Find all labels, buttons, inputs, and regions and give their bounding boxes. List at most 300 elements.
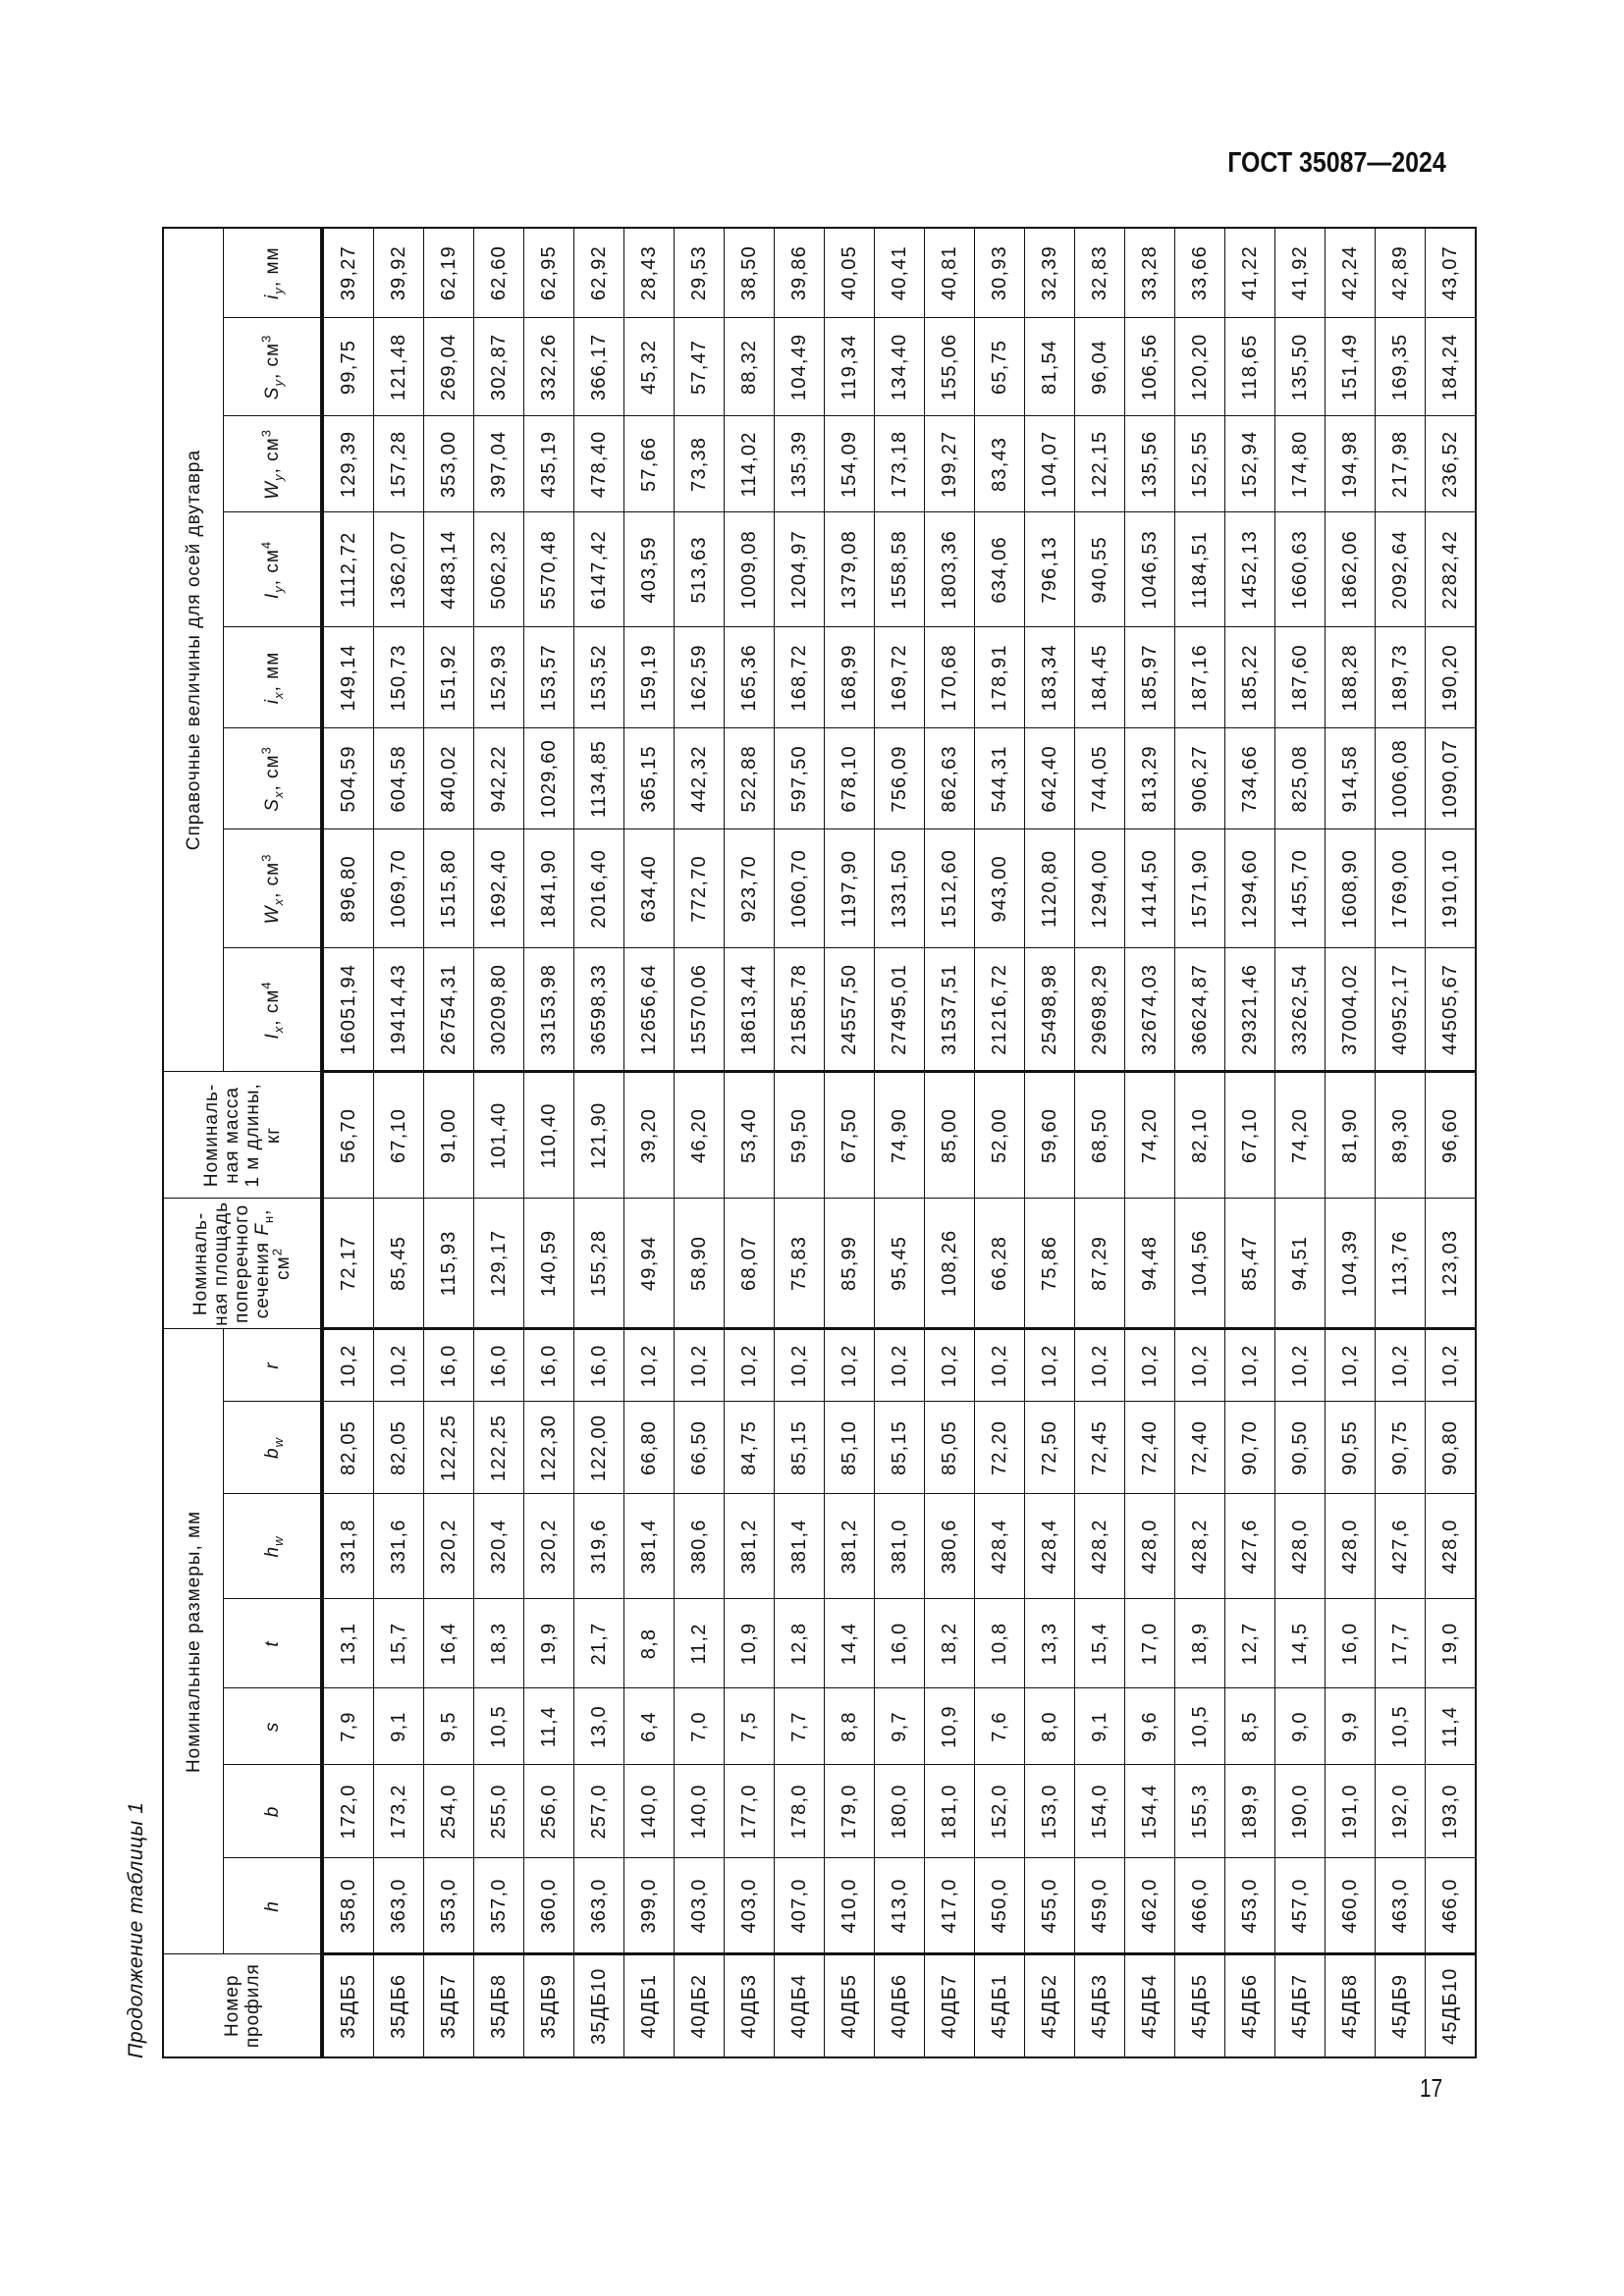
table-cell: 154,0 xyxy=(1075,1765,1125,1858)
table-cell: 428,2 xyxy=(1175,1494,1225,1599)
table-cell: 462,0 xyxy=(1125,1858,1175,1954)
table-cell: 193,0 xyxy=(1426,1765,1477,1858)
table-cell: 24557,50 xyxy=(825,948,875,1072)
table-cell: 1379,08 xyxy=(825,512,875,627)
table-cell: 257,0 xyxy=(574,1765,624,1858)
table-cell: 381,0 xyxy=(875,1494,925,1599)
table-cell: 73,38 xyxy=(675,416,725,512)
table-cell: 57,47 xyxy=(675,318,725,416)
table-cell: 52,00 xyxy=(975,1072,1025,1199)
table-cell: 149,14 xyxy=(322,627,374,728)
table-cell: 9,9 xyxy=(1326,1688,1376,1765)
header-symbol: t xyxy=(261,1640,283,1647)
table-cell: 18,3 xyxy=(474,1599,524,1688)
table-cell: 85,10 xyxy=(825,1402,875,1494)
table-cell: 37004,02 xyxy=(1326,948,1376,1072)
table-cell: 14,4 xyxy=(825,1599,875,1688)
table-cell: 5570,48 xyxy=(524,512,574,627)
table-cell: 151,92 xyxy=(424,627,474,728)
table-cell: 478,40 xyxy=(574,416,624,512)
table-cell: 162,59 xyxy=(675,627,725,728)
header-symbol: i xyxy=(261,294,283,299)
table-cell: 360,0 xyxy=(524,1858,574,1954)
table-cell: 466,0 xyxy=(1175,1858,1225,1954)
header-reference-col xyxy=(224,318,323,416)
table-cell: 756,09 xyxy=(875,728,925,829)
table-cell: 174,80 xyxy=(1275,416,1326,512)
table-cell: 217,98 xyxy=(1376,416,1426,512)
table-cell: 58,90 xyxy=(675,1199,725,1329)
table-cell: 40,41 xyxy=(875,228,925,318)
table-cell: 152,94 xyxy=(1225,416,1275,512)
header-area-superscript: 2 xyxy=(269,1248,285,1256)
table-cell: 825,08 xyxy=(1275,728,1326,829)
header-symbol: s xyxy=(261,1721,283,1733)
profile-number-cell: 45ДБ1 xyxy=(975,1954,1025,2057)
table-row xyxy=(1376,228,1426,2057)
table-cell: 26754,31 xyxy=(424,948,474,1072)
table-cell: 381,4 xyxy=(624,1494,675,1599)
table-cell: 172,0 xyxy=(322,1765,374,1858)
table-cell: 10,8 xyxy=(975,1599,1025,1688)
table-cell: 104,56 xyxy=(1175,1199,1225,1329)
header-superscript: 3 xyxy=(258,429,274,438)
table-cell: 1331,50 xyxy=(875,829,925,948)
table-cell: 353,0 xyxy=(424,1858,474,1954)
header-area-line: поперечного xyxy=(232,1203,252,1324)
table-cell: 66,50 xyxy=(675,1402,725,1494)
table-cell: 104,39 xyxy=(1326,1199,1376,1329)
header-mass-line: Номиналь- xyxy=(200,1083,222,1188)
table-cell: 29698,29 xyxy=(1075,948,1125,1072)
table-cell: 66,80 xyxy=(624,1402,675,1494)
table-cell: 1197,90 xyxy=(825,829,875,948)
table-row xyxy=(1025,228,1075,2057)
table-cell: 21,7 xyxy=(574,1599,624,1688)
table-cell: 1120,80 xyxy=(1025,829,1075,948)
table-cell: 39,20 xyxy=(624,1072,675,1199)
table-cell: 32,83 xyxy=(1075,228,1125,318)
table-cell: 413,0 xyxy=(875,1858,925,1954)
profile-number-cell: 45ДБ8 xyxy=(1326,1954,1376,2057)
table-cell: 1515,80 xyxy=(424,829,474,948)
header-mass-line: 1 м длины, xyxy=(242,1083,263,1188)
table-cell: 65,75 xyxy=(975,318,1025,416)
table-cell: 1006,08 xyxy=(1376,728,1426,829)
table-cell: 513,63 xyxy=(675,512,725,627)
table-cell: 16,0 xyxy=(574,1329,624,1402)
table-cell: 85,99 xyxy=(825,1199,875,1329)
table-cell: 10,5 xyxy=(1175,1688,1225,1765)
table-cell: 399,0 xyxy=(624,1858,675,1954)
table-cell: 403,59 xyxy=(624,512,675,627)
table-cell: 19,0 xyxy=(1426,1599,1477,1688)
table-cell: 15,4 xyxy=(1075,1599,1125,1688)
profile-number-cell: 40ДБ1 xyxy=(624,1954,675,2057)
table-cell: 1692,40 xyxy=(474,829,524,948)
table-cell: 155,3 xyxy=(1175,1765,1225,1858)
header-unit: , см xyxy=(261,342,283,379)
header-area-line: ная площадь xyxy=(211,1201,232,1326)
table-cell: 190,20 xyxy=(1426,627,1477,728)
table-cell: 81,54 xyxy=(1025,318,1075,416)
table-cell: 16,0 xyxy=(474,1329,524,1402)
header-area-comma: , xyxy=(252,1208,273,1215)
table-cell: 104,49 xyxy=(775,318,825,416)
table-cell: 152,0 xyxy=(975,1765,1025,1858)
table-row xyxy=(574,228,624,2057)
header-reference-col xyxy=(224,627,323,728)
table-cell: 10,2 xyxy=(624,1329,675,1402)
profile-number-cell: 45ДБ2 xyxy=(1025,1954,1075,2057)
table-row xyxy=(1075,228,1125,2057)
table-row xyxy=(1225,228,1275,2057)
table-cell: 544,31 xyxy=(975,728,1025,829)
header-symbol: W xyxy=(261,905,283,925)
table-cell: 85,05 xyxy=(925,1402,975,1494)
table-cell: 72,45 xyxy=(1075,1402,1125,1494)
header-subscript: y xyxy=(270,473,286,481)
table-cell: 53,40 xyxy=(725,1072,775,1199)
table-cell: 184,45 xyxy=(1075,627,1125,728)
table-cell: 90,80 xyxy=(1426,1402,1477,1494)
table-cell: 428,0 xyxy=(1426,1494,1477,1599)
table-cell: 1414,50 xyxy=(1125,829,1175,948)
table-cell: 256,0 xyxy=(524,1765,574,1858)
table-continuation-caption: Продолжение таблицы 1 xyxy=(125,1801,147,2058)
table-cell: 179,0 xyxy=(825,1765,875,1858)
table-cell: 118,65 xyxy=(1225,318,1275,416)
table-cell: 189,73 xyxy=(1376,627,1426,728)
header-area-symbol: F xyxy=(252,1223,273,1236)
table-cell: 381,2 xyxy=(725,1494,775,1599)
header-symbol: h xyxy=(261,1545,283,1558)
profile-properties-table xyxy=(162,227,1477,2058)
table-cell: 85,45 xyxy=(374,1199,424,1329)
table-cell: 72,20 xyxy=(975,1402,1025,1494)
table-cell: 10,2 xyxy=(925,1329,975,1402)
table-cell: 428,4 xyxy=(1025,1494,1075,1599)
table-cell: 155,28 xyxy=(574,1199,624,1329)
table-cell: 108,26 xyxy=(925,1199,975,1329)
profile-number-cell: 35ДБ8 xyxy=(474,1954,524,2057)
table-row xyxy=(875,228,925,2057)
table-cell: 236,52 xyxy=(1426,416,1477,512)
table-row xyxy=(374,228,424,2057)
header-symbol: b xyxy=(261,1805,283,1818)
table-cell: 122,00 xyxy=(574,1402,624,1494)
table-cell: 122,15 xyxy=(1075,416,1125,512)
profile-number-cell: 45ДБ5 xyxy=(1175,1954,1225,2057)
header-subscript: y xyxy=(270,585,286,593)
table-cell: 10,2 xyxy=(1275,1329,1326,1402)
document-code-header: ГОСТ 35087—2024 xyxy=(1227,147,1446,179)
table-cell: 95,45 xyxy=(875,1199,925,1329)
table-cell: 140,59 xyxy=(524,1199,574,1329)
header-subscript: y xyxy=(270,379,286,387)
header-reference-col xyxy=(224,228,323,318)
table-row xyxy=(675,228,725,2057)
table-cell: 428,4 xyxy=(975,1494,1025,1599)
table-cell: 134,40 xyxy=(875,318,925,416)
table-cell: 94,51 xyxy=(1275,1199,1326,1329)
table-cell: 74,20 xyxy=(1275,1072,1326,1199)
table-cell: 1455,70 xyxy=(1275,829,1326,948)
table-cell: 15,7 xyxy=(374,1599,424,1688)
table-cell: 168,99 xyxy=(825,627,875,728)
table-cell: 153,52 xyxy=(574,627,624,728)
table-cell: 381,2 xyxy=(825,1494,875,1599)
table-cell: 10,2 xyxy=(374,1329,424,1402)
table-cell: 154,4 xyxy=(1125,1765,1175,1858)
table-cell: 10,2 xyxy=(322,1329,374,1402)
table-cell: 428,2 xyxy=(1075,1494,1125,1599)
table-cell: 12,7 xyxy=(1225,1599,1275,1688)
table-cell: 13,3 xyxy=(1025,1599,1075,1688)
header-profile-number-line: Номер xyxy=(221,1974,243,2037)
table-cell: 460,0 xyxy=(1326,1858,1376,1954)
table-cell: 82,10 xyxy=(1175,1072,1225,1199)
table-cell: 119,34 xyxy=(825,318,875,416)
table-cell: 191,0 xyxy=(1326,1765,1376,1858)
table-row xyxy=(424,228,474,2057)
header-unit: , см xyxy=(261,754,283,791)
header-superscript: 4 xyxy=(258,540,274,550)
table-cell: 604,58 xyxy=(374,728,424,829)
table-cell: 13,1 xyxy=(322,1599,374,1688)
table-cell: 8,8 xyxy=(624,1599,675,1688)
table-cell: 31537,51 xyxy=(925,948,975,1072)
table-cell: 363,0 xyxy=(374,1858,424,1954)
table-row xyxy=(1326,228,1376,2057)
table-cell: 106,56 xyxy=(1125,318,1175,416)
table-cell: 18,9 xyxy=(1175,1599,1225,1688)
table-cell: 29,53 xyxy=(675,228,725,318)
header-reference-col xyxy=(224,512,323,627)
table-cell: 862,63 xyxy=(925,728,975,829)
table-cell: 159,19 xyxy=(624,627,675,728)
header-nominal-area xyxy=(163,1199,322,1329)
header-nominal-col xyxy=(224,1329,323,1402)
table-cell: 7,9 xyxy=(322,1688,374,1765)
header-subscript: w xyxy=(270,1437,286,1448)
table-cell: 744,05 xyxy=(1075,728,1125,829)
table-cell: 1571,90 xyxy=(1175,829,1225,948)
header-symbol: h xyxy=(261,1900,283,1912)
table-cell: 157,28 xyxy=(374,416,424,512)
table-cell: 10,2 xyxy=(725,1329,775,1402)
table-cell: 187,60 xyxy=(1275,627,1326,728)
header-reference-col xyxy=(224,416,323,512)
table-cell: 813,29 xyxy=(1125,728,1175,829)
table-cell: 254,0 xyxy=(424,1765,474,1858)
profile-number-cell: 35ДБ6 xyxy=(374,1954,424,2057)
table-cell: 1512,60 xyxy=(925,829,975,948)
header-unit: , см xyxy=(261,988,283,1026)
table-cell: 9,1 xyxy=(374,1688,424,1765)
table-cell: 9,6 xyxy=(1125,1688,1175,1765)
table-cell: 10,2 xyxy=(1225,1329,1275,1402)
table-cell: 28,43 xyxy=(624,228,675,318)
header-profile-number-line: профиля xyxy=(242,1963,263,2049)
table-cell: 169,72 xyxy=(875,627,925,728)
table-cell: 7,0 xyxy=(675,1688,725,1765)
table-cell: 33153,98 xyxy=(524,948,574,1072)
table-cell: 1803,36 xyxy=(925,512,975,627)
profile-number-cell: 40ДБ7 xyxy=(925,1954,975,2057)
table-cell: 152,93 xyxy=(474,627,524,728)
header-nominal-col xyxy=(224,1688,323,1765)
table-cell: 178,91 xyxy=(975,627,1025,728)
table-cell: 56,70 xyxy=(322,1072,374,1199)
page-number: 17 xyxy=(1420,2073,1443,2103)
table-cell: 185,97 xyxy=(1125,627,1175,728)
table-cell: 62,60 xyxy=(474,228,524,318)
table-cell: 178,0 xyxy=(775,1765,825,1858)
table-cell: 81,90 xyxy=(1326,1072,1376,1199)
profile-number-cell: 45ДБ7 xyxy=(1275,1954,1326,2057)
profile-number-cell: 45ДБ9 xyxy=(1376,1954,1426,2057)
header-unit: , мм xyxy=(261,651,283,692)
table-cell: 46,20 xyxy=(675,1072,725,1199)
table-cell: 85,00 xyxy=(925,1072,975,1199)
table-cell: 1841,90 xyxy=(524,829,574,948)
table-cell: 190,0 xyxy=(1275,1765,1326,1858)
profile-number-cell: 45ДБ4 xyxy=(1125,1954,1175,2057)
profile-number-cell: 45ДБ10 xyxy=(1426,1954,1477,2057)
table-cell: 331,8 xyxy=(322,1494,374,1599)
table-cell: 1294,00 xyxy=(1075,829,1125,948)
table-cell: 4483,14 xyxy=(424,512,474,627)
header-area-text: сечения xyxy=(252,1241,273,1319)
table-cell: 181,0 xyxy=(925,1765,975,1858)
table-cell: 85,15 xyxy=(875,1402,925,1494)
profile-number-cell: 35ДБ5 xyxy=(322,1954,374,2057)
table-cell: 13,0 xyxy=(574,1688,624,1765)
table-cell: 428,0 xyxy=(1275,1494,1326,1599)
table-cell: 180,0 xyxy=(875,1765,925,1858)
table-cell: 96,04 xyxy=(1075,318,1125,416)
table-cell: 397,04 xyxy=(474,416,524,512)
table-cell: 129,17 xyxy=(474,1199,524,1329)
header-superscript: 4 xyxy=(258,981,274,989)
table-cell: 59,60 xyxy=(1025,1072,1075,1199)
table-cell: 18613,44 xyxy=(725,948,775,1072)
table-cell: 10,2 xyxy=(1175,1329,1225,1402)
table-row xyxy=(775,228,825,2057)
table-cell: 269,04 xyxy=(424,318,474,416)
table-cell: 199,27 xyxy=(925,416,975,512)
table-cell: 173,2 xyxy=(374,1765,424,1858)
table-cell: 1204,97 xyxy=(775,512,825,627)
table-cell: 2282,42 xyxy=(1426,512,1477,627)
header-mass-line: ная масса xyxy=(221,1087,243,1184)
table-cell: 896,80 xyxy=(322,829,374,948)
table-cell: 380,6 xyxy=(675,1494,725,1599)
table-cell: 39,92 xyxy=(374,228,424,318)
table-cell: 417,0 xyxy=(925,1858,975,1954)
header-nominal-col xyxy=(224,1402,323,1494)
table-cell: 353,00 xyxy=(424,416,474,512)
header-superscript: 3 xyxy=(258,746,274,755)
header-reference-col xyxy=(224,829,323,948)
header-subscript: x xyxy=(270,1025,286,1034)
header-symbol: I xyxy=(261,1033,283,1040)
table-cell: 32674,03 xyxy=(1125,948,1175,1072)
table-cell: 43,07 xyxy=(1426,228,1477,318)
header-superscript: 3 xyxy=(258,853,274,862)
table-cell: 455,0 xyxy=(1025,1858,1075,1954)
table-cell: 82,05 xyxy=(322,1402,374,1494)
table-cell: 9,5 xyxy=(424,1688,474,1765)
table-cell: 110,40 xyxy=(524,1072,574,1199)
table-cell: 39,86 xyxy=(775,228,825,318)
table-cell: 121,48 xyxy=(374,318,424,416)
table-cell: 10,5 xyxy=(474,1688,524,1765)
header-superscript: 3 xyxy=(258,334,274,343)
table-cell: 442,32 xyxy=(675,728,725,829)
profile-number-cell: 45ДБ6 xyxy=(1225,1954,1275,2057)
table-cell: 1069,70 xyxy=(374,829,424,948)
table-cell: 165,36 xyxy=(725,627,775,728)
table-cell: 453,0 xyxy=(1225,1858,1275,1954)
header-area-line xyxy=(252,1199,276,1328)
table-cell: 7,7 xyxy=(775,1688,825,1765)
table-cell: 1294,60 xyxy=(1225,829,1275,948)
table-cell: 189,9 xyxy=(1225,1765,1275,1858)
table-cell: 39,27 xyxy=(322,228,374,318)
table-cell: 10,2 xyxy=(1125,1329,1175,1402)
table-cell: 11,4 xyxy=(524,1688,574,1765)
table-cell: 15570,06 xyxy=(675,948,725,1072)
table-row xyxy=(624,228,675,2057)
table-cell: 123,03 xyxy=(1426,1199,1477,1329)
table-cell: 634,06 xyxy=(975,512,1025,627)
table-cell: 381,4 xyxy=(775,1494,825,1599)
table-cell: 7,6 xyxy=(975,1688,1025,1765)
header-area-subscript: н xyxy=(260,1214,276,1224)
table-cell: 319,6 xyxy=(574,1494,624,1599)
table-cell: 435,19 xyxy=(524,416,574,512)
table-cell: 1608,90 xyxy=(1326,829,1376,948)
table-cell: 403,0 xyxy=(675,1858,725,1954)
table-row xyxy=(524,228,574,2057)
table-cell: 504,59 xyxy=(322,728,374,829)
table-cell: 906,27 xyxy=(1175,728,1225,829)
table-cell: 153,0 xyxy=(1025,1765,1075,1858)
table-cell: 17,0 xyxy=(1125,1599,1175,1688)
header-subscript: x xyxy=(270,897,286,906)
table-cell: 49,94 xyxy=(624,1199,675,1329)
header-subscript: w xyxy=(270,1535,286,1546)
table-cell: 30209,80 xyxy=(474,948,524,1072)
header-symbol: S xyxy=(261,386,283,400)
table-cell: 16,0 xyxy=(1326,1599,1376,1688)
table-cell: 113,76 xyxy=(1376,1199,1426,1329)
table-row xyxy=(322,228,374,2057)
table-cell: 72,40 xyxy=(1125,1402,1175,1494)
table-cell: 90,50 xyxy=(1275,1402,1326,1494)
table-cell: 10,9 xyxy=(725,1599,775,1688)
profile-number-cell: 45ДБ3 xyxy=(1075,1954,1125,2057)
header-symbol: i xyxy=(261,698,283,705)
table-cell: 320,2 xyxy=(424,1494,474,1599)
table-cell: 16,0 xyxy=(424,1329,474,1402)
table-cell: 734,66 xyxy=(1225,728,1275,829)
header-reference-col xyxy=(224,948,323,1072)
table-cell: 115,93 xyxy=(424,1199,474,1329)
table-cell: 427,6 xyxy=(1225,1494,1275,1599)
